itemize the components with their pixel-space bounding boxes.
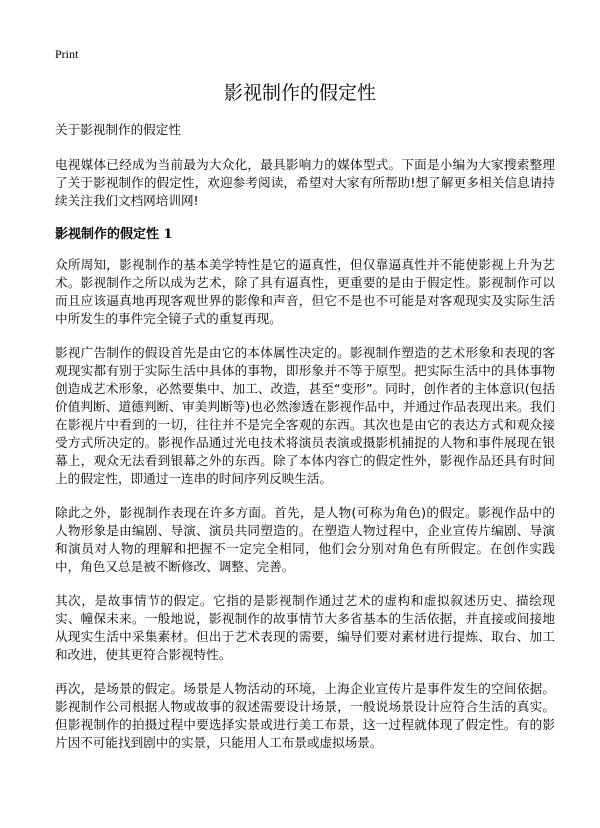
body-paragraph: 众所周知，影视制作的基本美学特性是它的逼真性，但仅靠逼真性并不能使影视上升为艺术。影视制作之所以成为艺术，除了具有逼真性，更重要的是由于假定性。影视制作可以而且应该逼真地再现客观世界的影像和声音，但它不是也不可能是对客观现实及实际生活中所发生的事件完全镜子式的重复再现。 (55, 257, 555, 326)
print-label: Print (55, 47, 79, 61)
subtitle: 关于影视制作的假定性 (55, 122, 181, 137)
intro-paragraph: 电视媒体已经成为当前最为大众化，最具影响力的媒体型式。下面是小编为大家搜索整理了关于影视制作的假定性，欢迎参考阅读，希望对大家有所帮助!想了解更多相关信息请持续关注我们文档网培训网! (55, 157, 555, 208)
page-title: 影视制作的假定性 (223, 82, 376, 104)
body-paragraph: 影视广告制作的假设首先是由它的本体属性决定的。影视制作塑造的艺术形象和表现的客观现实都有别于实际生活中具体的事物，即形象并不等于原型。把实际生活中的具体事物创造成艺术形象，必然要集中、加工、改造，甚至“变形”。同时，创作者的主体意识(包括价值判断、道德判断、审美判断等)也必然渗透在影视作品中，并通过作品表现出来。我们在影视片中看到的一切，往往并不是完全客观的东西。其次也是由它的表达方式和观众接受方式所决定的。影视作品通过光电技术将演员表演或摄影机捕捉的人物和事件展现在银幕上，观众无法看到银幕之外的东西。除了本体内容亡的假定性外，影视作品还具有时间上的假定性，即通过一连串的时间序列反映生活。 (55, 345, 555, 486)
body-paragraph: 再次，是场景的假定。场景是人物活动的环境，上海企业宣传片是事件发生的空间依据。影视制作公司根据人物或故事的叙述需要设计场景，一般说场景设计应符合生活的真实。但影视制作的拍摄过程中要选择实景或进行美工布景，这一过程就体现了假定性。有的影片因不可能找到剧中的实景，只能用人工布景或虚拟场景。 (55, 681, 555, 750)
body-paragraph: 除此之外，影视制作表现在许多方面。首先，是人物(可称为角色)的假定。影视作品中的人物形象是由编剧、导演、演员共同塑造的。在塑造人物过程中，企业宣传片编剧、导演和演员对人物的理解和把握不一定完全相同，他们会分别对角色有所假定。在创作实践中，角色又总是被不断修改、调整、完善。 (55, 505, 555, 574)
section-heading: 影视制作的假定性 1 (55, 227, 173, 242)
body-paragraph: 其次，是故事情节的假定。它指的是影视制作通过艺术的虚构和虚拟叙述历史、描绘现实、幢保未来。一般地说，影视制作的故事情节大多省基本的生活依据，并直接或间接地从现实生活中采集素材。但出于艺术表现的需要，编导们要对素材进行提炼、取台、加工和改进，使其更符合影视特性。 (55, 593, 555, 662)
document-body (55, 121, 555, 768)
